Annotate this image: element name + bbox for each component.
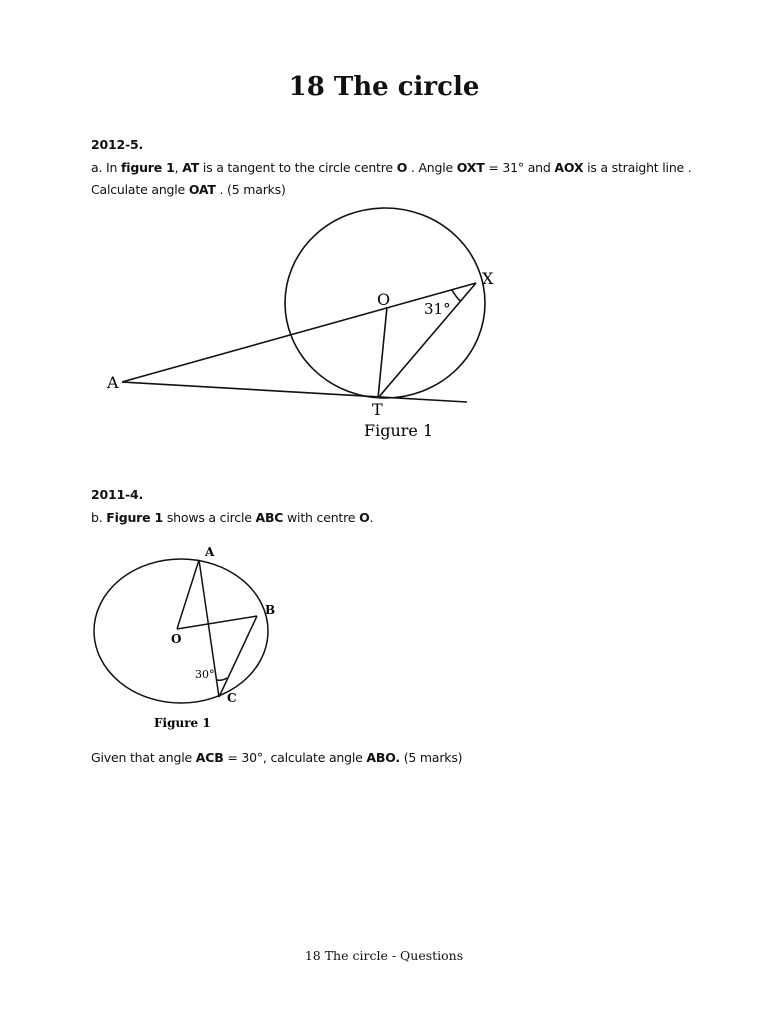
question-1-heading: 2012-5. [91,137,144,152]
text: (5 marks) [399,750,463,765]
bold-term: ABO. [366,750,400,765]
text: is a tangent to the circle centre [199,160,397,175]
figure-caption: Figure 1 [364,421,434,440]
radius-OB [177,616,257,629]
text: with centre [283,510,360,525]
label-T: T [372,400,383,419]
label-X: X [482,269,494,288]
bold-term: O [359,510,370,525]
label-O: O [171,632,182,646]
tangent-line-AT [122,382,467,402]
angle-arc-31 [452,290,461,301]
label-C: C [227,691,237,705]
page-title: 18 The circle [288,72,480,102]
bold-term: ACB [195,750,224,765]
bold-term: AT [182,160,200,175]
text: = 30°, calculate angle [223,750,367,765]
figure-tangent-circle [0,0,768,460]
text: shows a circle [163,510,256,525]
text: is a straight line . [583,160,692,175]
page-footer: 18 The circle - Questions [304,948,464,963]
figure-caption: Figure 1 [154,716,211,730]
radius-OA [177,560,199,629]
bold-term: OAT [188,182,216,197]
label-A: A [205,545,215,559]
bold-term: AOX [554,160,584,175]
bold-term: figure 1 [121,160,175,175]
text: a. In [91,160,121,175]
radius-OT [378,307,387,398]
text: . [369,510,374,525]
angle-label-30: 30° [195,668,215,681]
bold-term: O [396,160,408,175]
text: Given that angle [91,750,196,765]
label-A: A [107,373,119,392]
line-AOX [122,283,476,382]
text: . (5 marks) [215,182,286,197]
angle-arc-30 [217,678,227,680]
text: . Angle [407,160,457,175]
label-B: B [265,603,276,617]
bold-term: ABC [255,510,284,525]
figure-circle-abc [0,530,768,740]
bold-term: Figure 1 [106,510,164,525]
circle-outline [94,559,268,703]
question-2-text-line-2 [91,750,462,765]
angle-label-31: 31° [424,300,451,318]
text: b. [91,510,107,525]
label-O: O [377,290,391,309]
text: , [174,160,183,175]
text: Calculate angle [91,182,189,197]
question-2-heading: 2011-4. [91,487,144,502]
question-2-text-line-1 [91,510,373,525]
bold-term: OXT [456,160,485,175]
text: = 31° and [484,160,555,175]
